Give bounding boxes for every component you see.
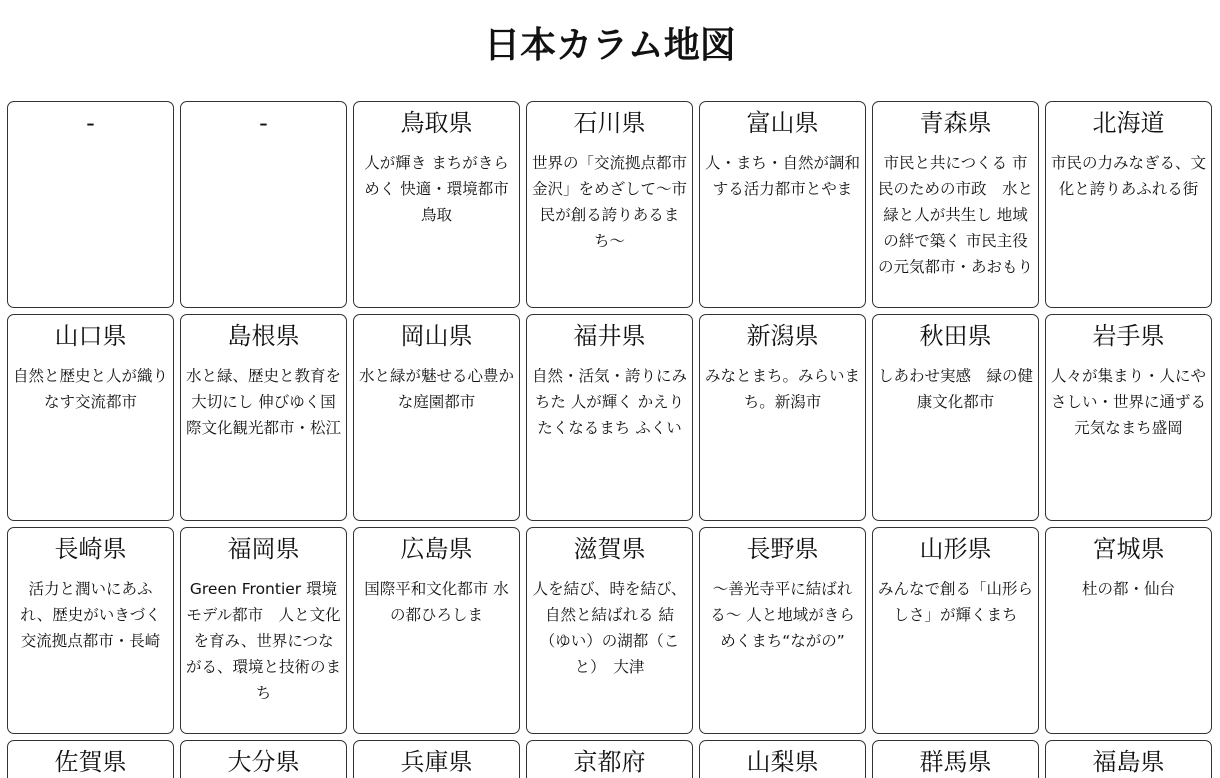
city-slogan: 世界の「交流拠点都市金沢」をめざして〜市民が創る誇りあるまち〜 [532,154,688,250]
prefecture-name: 鳥取県 [400,109,473,137]
prefecture-card [526,527,693,734]
city-slogan: 水と緑、歴史と教育を大切にし 伸びゆく国際文化観光都市・松江 [186,367,342,437]
prefecture-name: 北海道 [1092,109,1165,137]
prefecture-card [180,740,347,778]
city-slogan: 市民と共につくる 市民のための市政 水と緑と人が共生し 地域の絆で築く 市民主役の元気都市・あおもり [878,154,1034,276]
city-slogan: しあわせ実感 緑の健康文化都市 [878,367,1034,411]
prefecture-name: 岡山県 [400,322,473,350]
prefecture-card [699,101,866,308]
prefecture-card [353,101,520,308]
prefecture-card [1045,740,1212,778]
prefecture-card [7,101,174,308]
page-title: 日本カラム地図 [484,25,736,66]
prefecture-name: 山梨県 [746,748,819,776]
prefecture-card [872,314,1039,521]
city-slogan: 自然と歴史と人が織りなす交流都市 [13,367,169,411]
prefecture-card [872,101,1039,308]
prefecture-card [526,101,693,308]
city-slogan: 〜善光寺平に結ばれる〜 人と地域がきらめくまち“ながの” [710,580,855,650]
prefecture-name: 長崎県 [54,535,127,563]
prefecture-card [7,314,174,521]
prefecture-name: 宮城県 [1092,535,1165,563]
prefecture-name: - [86,109,95,137]
prefecture-name: 山口県 [54,322,127,350]
prefecture-card [180,101,347,308]
prefecture-name: 岩手県 [1092,322,1165,350]
city-slogan: 人々が集まり・人にやさしい・世界に通ずる元気なまち盛岡 [1051,367,1207,437]
prefecture-name: 滋賀県 [573,535,646,563]
prefecture-card [872,527,1039,734]
prefecture-name: 群馬県 [919,748,992,776]
prefecture-card [872,740,1039,778]
prefecture-name: 福井県 [573,322,646,350]
prefecture-card [699,527,866,734]
prefecture-name: 青森県 [919,109,992,137]
city-slogan: 人が輝き まちがきらめく 快適・環境都市 鳥取 [364,154,509,224]
prefecture-card [180,314,347,521]
city-slogan: 人・まち・自然が調和する活力都市とやま [705,154,861,198]
prefecture-name: - [259,109,268,137]
city-slogan: Green Frontier 環境モデル都市 人と文化を育み、世界につながる、環境と技術のまち [186,580,342,702]
prefecture-name: 秋田県 [919,322,992,350]
prefecture-card [353,527,520,734]
prefecture-name: 山形県 [919,535,992,563]
prefecture-card [1045,101,1212,308]
prefecture-name: 島根県 [227,322,300,350]
prefecture-card [353,740,520,778]
prefecture-name: 佐賀県 [54,748,127,776]
city-slogan: 国際平和文化都市 水の都ひろしま [364,580,509,624]
prefecture-card [699,740,866,778]
prefecture-name: 京都府 [573,748,646,776]
prefecture-card [353,314,520,521]
prefecture-card [1045,314,1212,521]
prefecture-card [526,740,693,778]
prefecture-name: 新潟県 [746,322,819,350]
city-slogan: 自然・活気・誇りにみちた 人が輝く かえりたくなるまち ふくい [532,367,688,437]
prefecture-name: 大分県 [227,748,300,776]
prefecture-card [699,314,866,521]
prefecture-name: 長野県 [746,535,819,563]
prefecture-name: 石川県 [573,109,646,137]
prefecture-name: 福島県 [1092,748,1165,776]
prefecture-name: 福岡県 [227,535,300,563]
prefecture-card [7,740,174,778]
prefecture-name: 兵庫県 [400,748,473,776]
city-slogan: 活力と潤いにあふれ、歴史がいきづく交流拠点都市・長崎 [20,580,161,650]
prefecture-card [526,314,693,521]
prefecture-name: 広島県 [400,535,473,563]
prefecture-card [7,527,174,734]
city-slogan: 市民の力みなぎる、文化と誇りあふれる街 [1051,154,1207,198]
prefecture-name: 富山県 [746,109,819,137]
city-slogan: 杜の都・仙台 [1081,580,1175,598]
prefecture-card [180,527,347,734]
city-slogan: 人を結び、時を結び、自然と結ばれる 結（ゆい）の湖都（こと） 大津 [532,580,687,676]
city-slogan: みんなで創る「山形らしさ」が輝くまち [878,580,1034,624]
prefecture-grid [7,101,1213,778]
prefecture-card [1045,527,1212,734]
city-slogan: 水と緑が魅せる心豊かな庭園都市 [359,367,515,411]
city-slogan: みなとまち。みらいまち。新潟市 [705,367,861,411]
